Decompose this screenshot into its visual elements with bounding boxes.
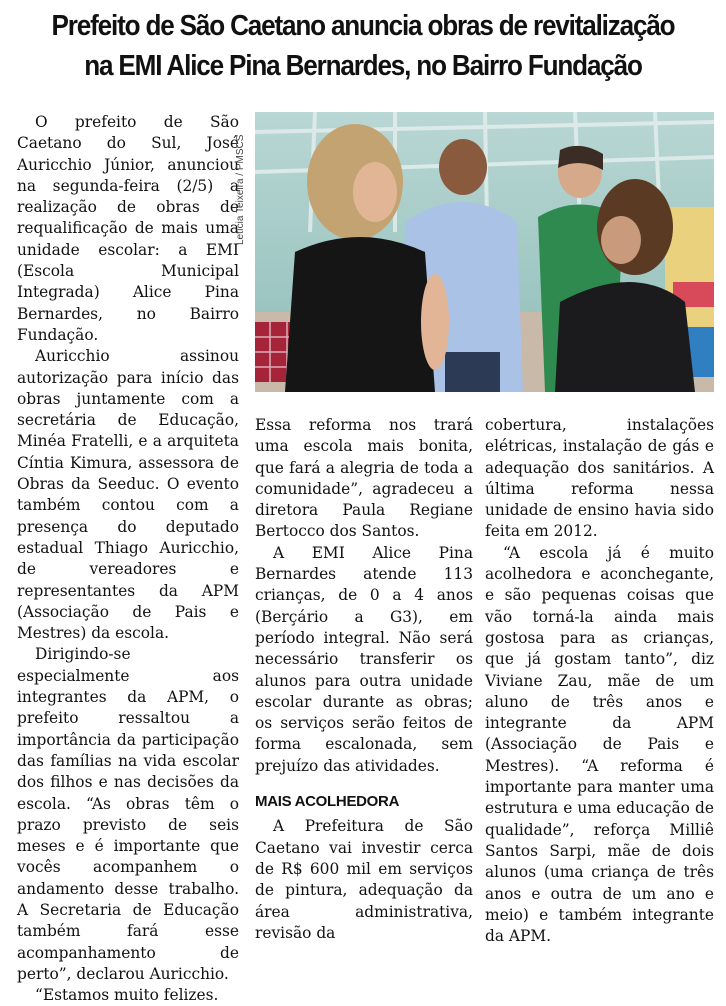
paragraph: Dirigindo-se especialmente aos integrantes da APM, o prefeito ressaltou a importância da participação das famílias na vida escolar dos filhos e nas decisões da escola. “As obras têm o prazo previsto de seis meses e é importante que vocês acompanhem o andamento desse trabalho. A Secretaria de Educação também fará esse acompanhamento de perto”, declarou Auricchio. xyxy=(17,645,239,983)
paragraph: A EMI Alice Pina Bernardes atende 113 crianças, de 0 a 4 anos (Berçário a G3), em período integral. Não será necessário transferir os alunos para outra unidade escolar durante as obras; os serviços serão feitos de forma escalonada, sem prejuízo das atividades. xyxy=(255,543,473,775)
headline-line-1: Prefeito de São Caetano anuncia obras de revitalização xyxy=(51,10,675,42)
paragraph: O prefeito de São Caetano do Sul, José Auricchio Júnior, anunciou na segunda-feira (2/5) a realização de obras de requalificação de mais uma unidade escolar: a EMI (Escola Municipal Integrada) Alice Pina Bernardes, no Bairro Fundação. xyxy=(17,113,239,344)
photo-illustration xyxy=(255,112,714,392)
paragraph: “Estamos muito felizes. xyxy=(35,986,219,1005)
article-column-1 xyxy=(17,112,239,1006)
photo-credit-text: Letícia Teixeira / PMSCS xyxy=(235,134,246,245)
paragraph: “A escola já é muito acolhedora e aconchegante, e são pequenas coisas que vão torná-la ainda mais gostosa para as crianças, que já gostam tanto”, diz Viviane Zau, mãe de um aluno de três anos e integrante da APM (Associação de Pais e Mestres). “A reforma é importante para manter uma estrutura e uma educação de qualidade”, reforça Milliê Santos Sarpi, mãe de dois alunos (uma criança de três anos e outra de um ano e meio) e também integrante da APM. xyxy=(485,543,714,946)
paragraph: A Prefeitura de São Caetano vai investir cerca de R$ 600 mil em serviços de pintura, adequação da área administrativa, revisão da xyxy=(255,817,473,942)
article-column-2 xyxy=(255,415,473,944)
headline xyxy=(36,6,689,86)
paragraph: Auricchio assinou autorização para início das obras juntamente com a secretária de Educação, Minéa Fratelli, e a arquiteta Cíntia Kimura, assessora de Obras da Seeduc. O evento também contou com a presença do deputado estadual Thiago Auricchio, de vereadores e representantes da APM (Associação de Pais e Mestres) da escola. xyxy=(17,347,239,643)
photo-credit xyxy=(235,115,253,245)
paragraph: cobertura, instalações elétricas, instalação de gás e adequação dos sanitários. A última reforma nessa unidade de ensino havia sido feita em 2012. xyxy=(485,416,714,541)
article-photo xyxy=(255,112,714,392)
paragraph: Essa reforma nos trará uma escola mais bonita, que fará a alegria de toda a comunidade”, agradeceu a diretora Paula Regiane Bertocco dos Santos. xyxy=(255,416,473,541)
headline-line-2: na EMI Alice Pina Bernardes, no Bairro Fundação xyxy=(84,50,642,82)
article-column-3 xyxy=(485,415,714,947)
section-subheading: MAIS ACOLHEDORA xyxy=(255,793,400,811)
